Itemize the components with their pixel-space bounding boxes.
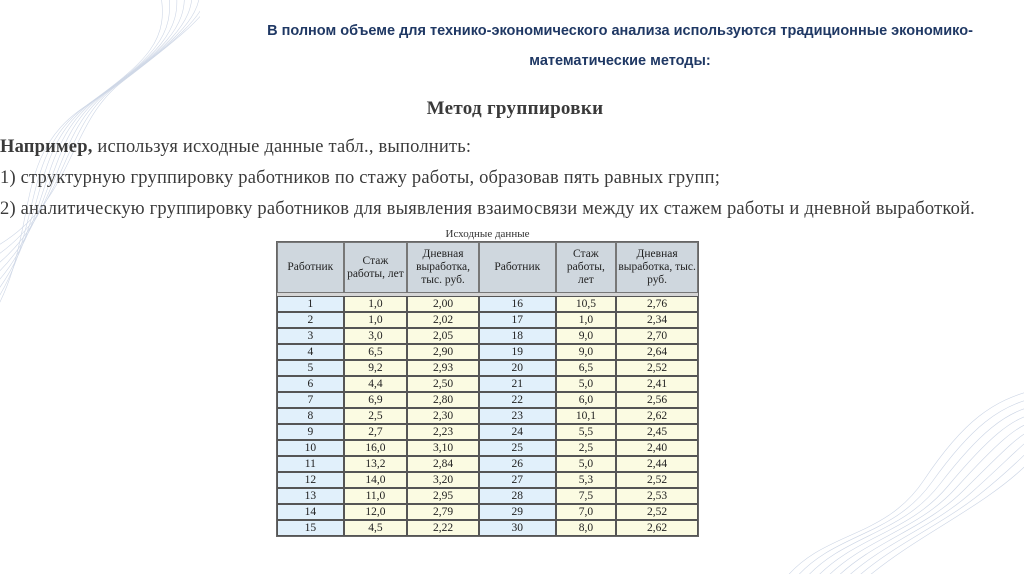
cell-output: 2,79 [407,504,479,520]
cell-worker: 11 [277,456,344,472]
cell-experience: 16,0 [344,440,408,456]
cell-experience: 11,0 [344,488,408,504]
col-header-output-2: Дневная выработка, тыс. руб. [616,242,698,293]
cell-experience: 6,9 [344,392,408,408]
cell-output: 2,62 [616,520,698,536]
cell-output: 2,40 [616,440,698,456]
source-data-table [276,241,699,537]
cell-worker: 14 [277,504,344,520]
cell-experience: 2,5 [344,408,408,424]
table-body [277,296,698,536]
cell-output: 2,05 [407,328,479,344]
col-header-worker: Работник [277,242,344,293]
cell-experience: 5,3 [556,472,617,488]
cell-output: 2,30 [407,408,479,424]
col-header-experience: Стаж работы, лет [344,242,408,293]
table-row [277,472,698,488]
cell-output: 2,62 [616,408,698,424]
table-row [277,504,698,520]
cell-output: 2,22 [407,520,479,536]
cell-worker: 9 [277,424,344,440]
cell-output: 2,00 [407,296,479,312]
cell-experience: 9,0 [556,344,617,360]
decorative-waves-right [764,380,1024,574]
cell-experience: 4,4 [344,376,408,392]
cell-worker: 7 [277,392,344,408]
example-bold: Например, [0,137,93,157]
cell-output: 2,70 [616,328,698,344]
cell-output: 2,45 [616,424,698,440]
cell-experience: 6,5 [556,360,617,376]
table-row [277,344,698,360]
cell-worker: 1 [277,296,344,312]
cell-output: 2,56 [616,392,698,408]
cell-output: 3,20 [407,472,479,488]
example-line [0,132,1022,163]
cell-output: 2,02 [407,312,479,328]
table-row [277,360,698,376]
cell-experience: 7,5 [556,488,617,504]
table-row [277,296,698,312]
table-row [277,424,698,440]
table-row [277,440,698,456]
cell-experience: 1,0 [344,296,408,312]
cell-experience: 3,0 [344,328,408,344]
cell-worker: 12 [277,472,344,488]
cell-experience: 7,0 [556,504,617,520]
cell-worker: 30 [479,520,556,536]
cell-worker: 27 [479,472,556,488]
cell-experience: 9,2 [344,360,408,376]
cell-experience: 9,0 [556,328,617,344]
cell-worker: 24 [479,424,556,440]
col-header-experience-2: Стаж работы, лет [556,242,617,293]
cell-output: 2,90 [407,344,479,360]
cell-worker: 17 [479,312,556,328]
cell-worker: 28 [479,488,556,504]
cell-experience: 1,0 [344,312,408,328]
cell-experience: 1,0 [556,312,617,328]
task-1: 1) структурную группировку работников по стажу работы, образовав пять равных групп; [0,168,721,188]
cell-worker: 13 [277,488,344,504]
cell-experience: 2,5 [556,440,617,456]
table-row [277,376,698,392]
cell-output: 2,52 [616,360,698,376]
task-2: 2) аналитическую группировку работников для выявления взаимосвязи между их стажем работы и дневной выработкой. [0,199,976,219]
col-header-worker-2: Работник [479,242,556,293]
table-row [277,520,698,536]
col-header-output: Дневная выработка, тыс. руб. [407,242,479,293]
cell-worker: 5 [277,360,344,376]
method-title: Метод группировки [426,98,604,119]
cell-experience: 5,0 [556,456,617,472]
cell-output: 2,50 [407,376,479,392]
cell-worker: 6 [277,376,344,392]
cell-output: 2,52 [616,472,698,488]
cell-worker: 10 [277,440,344,456]
cell-worker: 18 [479,328,556,344]
cell-worker: 26 [479,456,556,472]
example-rest: используя исходные данные табл., выполнить: [92,137,472,157]
cell-experience: 4,5 [344,520,408,536]
cell-output: 2,34 [616,312,698,328]
cell-experience: 8,0 [556,520,617,536]
cell-experience: 5,5 [556,424,617,440]
cell-output: 2,44 [616,456,698,472]
cell-output: 2,80 [407,392,479,408]
table-row [277,488,698,504]
cell-experience: 10,1 [556,408,617,424]
body-text [0,132,1022,225]
cell-worker: 16 [479,296,556,312]
slide-header [230,16,1010,76]
cell-experience: 2,7 [344,424,408,440]
cell-worker: 4 [277,344,344,360]
cell-worker: 3 [277,328,344,344]
cell-worker: 29 [479,504,556,520]
table-caption: Исходные данные [445,228,530,240]
cell-output: 2,23 [407,424,479,440]
cell-worker: 8 [277,408,344,424]
cell-worker: 15 [277,520,344,536]
table-row [277,456,698,472]
cell-output: 2,41 [616,376,698,392]
header-line-1: В полном объеме для технико-экономического анализа используются традиционные экономико- [267,23,973,39]
cell-worker: 23 [479,408,556,424]
cell-experience: 12,0 [344,504,408,520]
cell-output: 3,10 [407,440,479,456]
cell-experience: 6,0 [556,392,617,408]
table-row [277,312,698,328]
table-header-row [277,242,698,293]
cell-experience: 13,2 [344,456,408,472]
table-row [277,408,698,424]
cell-experience: 5,0 [556,376,617,392]
cell-experience: 10,5 [556,296,617,312]
cell-experience: 14,0 [344,472,408,488]
cell-worker: 22 [479,392,556,408]
cell-worker: 25 [479,440,556,456]
cell-output: 2,76 [616,296,698,312]
cell-output: 2,53 [616,488,698,504]
cell-experience: 6,5 [344,344,408,360]
cell-worker: 19 [479,344,556,360]
cell-worker: 2 [277,312,344,328]
table-row [277,392,698,408]
table-row [277,328,698,344]
cell-worker: 21 [479,376,556,392]
cell-output: 2,64 [616,344,698,360]
cell-output: 2,84 [407,456,479,472]
cell-output: 2,93 [407,360,479,376]
header-line-2: математические методы: [529,53,711,69]
cell-output: 2,52 [616,504,698,520]
source-data-table-container [276,227,699,537]
cell-output: 2,95 [407,488,479,504]
cell-worker: 20 [479,360,556,376]
